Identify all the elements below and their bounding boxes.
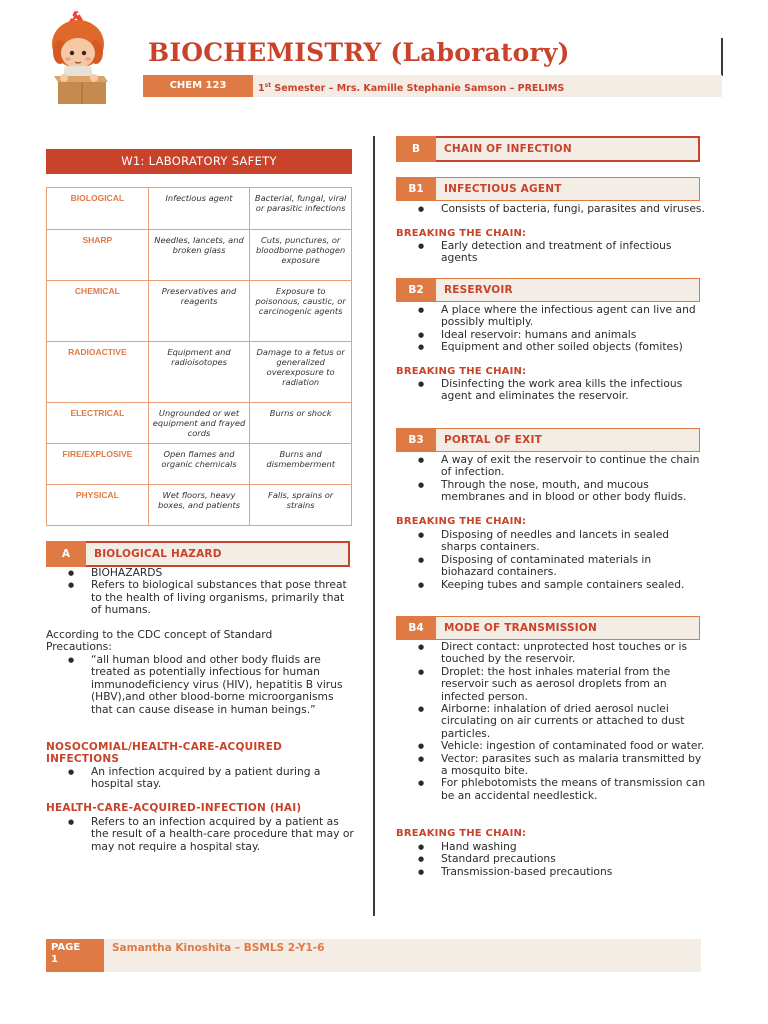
section-title: PORTAL OF EXIT — [436, 428, 700, 452]
list-item: ● Disinfecting the work area kills the infectious agent and eliminates the reservoir. — [396, 378, 706, 403]
list-item: ● Direct contact: unprotected host touches or is touched by the reservoir. — [396, 641, 706, 666]
breaking-chain-label: BREAKING THE CHAIN: — [396, 366, 527, 377]
section-letter: B4 — [396, 616, 436, 640]
page-indicator — [46, 939, 104, 972]
table-row — [47, 188, 352, 230]
section-letter: B1 — [396, 177, 436, 201]
list-item: ● Airborne: inhalation of dried aerosol nuclei circulating on air currents or attached to dust particles. — [396, 703, 706, 740]
list-item: ● Vector: parasites such as malaria transmitted by a mosquito bite. — [396, 753, 706, 778]
breaking-chain-label: BREAKING THE CHAIN: — [396, 516, 527, 527]
table-row — [47, 342, 352, 403]
list-item: ● Disposing of needles and lancets in sealed sharps containers. — [396, 529, 706, 554]
list-item: ● Refers to biological substances that pose threat to the health of living organisms, primarily that of humans. — [46, 579, 356, 616]
section-title: INFECTIOUS AGENT — [436, 177, 700, 201]
column-divider — [373, 136, 375, 916]
hai-list — [46, 816, 356, 853]
section-letter: A — [46, 541, 86, 567]
hazard-effect: Bacterial, fungal, viral or parasitic infections — [250, 188, 352, 230]
semester-info — [258, 75, 564, 97]
hazard-source: Needles, lancets, and broken glass — [148, 230, 250, 281]
list-item: ● Ideal reservoir: humans and animals — [396, 329, 706, 341]
list-item: ● An infection acquired by a patient during a hospital stay. — [46, 766, 356, 791]
hazard-category: PHYSICAL — [47, 485, 149, 526]
table-row — [47, 281, 352, 342]
cdc-list — [46, 654, 356, 716]
list-item: ● Early detection and treatment of infectious agents — [396, 240, 706, 265]
list-item: ● BIOHAZARDS — [46, 567, 356, 579]
section-letter: B3 — [396, 428, 436, 452]
list-item: ● Through the nose, mouth, and mucous membranes and in blood or other body fluids. — [396, 479, 706, 504]
list-item: ● Disposing of contaminated materials in biohazard containers. — [396, 554, 706, 579]
hazard-table — [46, 187, 352, 526]
section-title: RESERVOIR — [436, 278, 700, 302]
nosocomial-heading: NOSOCOMIAL/HEALTH-CARE-ACQUIRED INFECTIONS — [46, 741, 283, 765]
list-item: ● Standard precautions — [396, 853, 706, 865]
breaking-chain-label: BREAKING THE CHAIN: — [396, 828, 527, 839]
author-info: Samantha Kinoshita – BSMLS 2-Y1-6 — [112, 942, 325, 954]
hazard-category: RADIOACTIVE — [47, 342, 149, 403]
table-row — [47, 485, 352, 526]
hazard-category: BIOLOGICAL — [47, 188, 149, 230]
section-letter: B2 — [396, 278, 436, 302]
section-a-header — [46, 541, 350, 567]
list-item: ● Transmission-based precautions — [396, 866, 706, 878]
header-divider — [721, 38, 723, 76]
course-code: CHEM 123 — [143, 75, 253, 97]
b3-chain-list — [396, 529, 706, 591]
semester-ordinal-suffix: st — [264, 82, 272, 89]
list-item: ● A way of exit the reservoir to continue the chain of infection. — [396, 454, 706, 479]
section-b4-header — [396, 616, 700, 640]
hazard-effect: Exposure to poisonous, caustic, or carcinogenic agents — [250, 281, 352, 342]
page-number: 1 — [51, 954, 58, 965]
hazard-source: Ungrounded or wet equipment and frayed cords — [148, 403, 250, 444]
semester-ordinal: 1 — [258, 83, 265, 95]
list-item: ● For phlebotomists the means of transmission can be an accidental needlestick. — [396, 777, 706, 802]
semester-details: Semester – Mrs. Kamille Stephanie Samson – PRELIMS — [271, 83, 565, 95]
hazard-category: ELECTRICAL — [47, 403, 149, 444]
b4-chain-list — [396, 841, 706, 878]
section-b2-header — [396, 278, 700, 302]
list-item: ● Hand washing — [396, 841, 706, 853]
section-b-header — [396, 136, 700, 162]
list-item: ● Droplet: the host inhales material from the reservoir such as aerosol droplets from an infected person. — [396, 666, 706, 703]
b2-chain-list — [396, 378, 706, 403]
b2-list — [396, 304, 706, 354]
hazard-category: FIRE/EXPLOSIVE — [47, 444, 149, 485]
hazard-effect: Falls, sprains or strains — [250, 485, 352, 526]
b1-list — [396, 203, 706, 215]
section-title: BIOLOGICAL HAZARD — [86, 541, 350, 567]
nosocomial-list — [46, 766, 356, 791]
section-title: MODE OF TRANSMISSION — [436, 616, 700, 640]
list-item: ● Consists of bacteria, fungi, parasites and viruses. — [396, 203, 706, 215]
b3-list — [396, 454, 706, 504]
hazard-effect: Burns or shock — [250, 403, 352, 444]
list-item: ● A place where the infectious agent can live and possibly multiply. — [396, 304, 706, 329]
list-item: ● Keeping tubes and sample containers sealed. — [396, 579, 706, 591]
hai-heading: HEALTH-CARE-ACQUIRED-INFECTION (HAI) — [46, 802, 302, 814]
section-b1-header — [396, 177, 700, 201]
table-row — [47, 403, 352, 444]
breaking-chain-label: BREAKING THE CHAIN: — [396, 228, 527, 239]
section-b3-header — [396, 428, 700, 452]
hazard-source: Open flames and organic chemicals — [148, 444, 250, 485]
page-label: PAGE — [51, 942, 81, 953]
table-row — [47, 444, 352, 485]
list-item: ● “all human blood and other body fluids are treated as potentially infectious for human immunodeficiency virus (HIV), hepatitis B virus (HBV),and other blood-borne microorganisms that can cause disease in human beings.” — [46, 654, 356, 716]
hazard-category: SHARP — [47, 230, 149, 281]
list-item: ● Refers to an infection acquired by a patient as the result of a health-care procedure that may or may not require a hospital stay. — [46, 816, 356, 853]
hazard-effect: Cuts, punctures, or bloodborne pathogen exposure — [250, 230, 352, 281]
cdc-intro: According to the CDC concept of Standard Precautions: — [46, 628, 273, 654]
mascot-illustration — [46, 8, 116, 106]
b1-chain-list — [396, 240, 706, 265]
hazard-category: CHEMICAL — [47, 281, 149, 342]
hazard-effect: Damage to a fetus or generalized overexposure to radiation — [250, 342, 352, 403]
section-title: CHAIN OF INFECTION — [436, 136, 700, 162]
list-item: ● Vehicle: ingestion of contaminated food or water. — [396, 740, 706, 752]
hazard-source: Wet floors, heavy boxes, and patients — [148, 485, 250, 526]
table-row — [47, 230, 352, 281]
document-title: BIOCHEMISTRY (Laboratory) — [148, 38, 570, 67]
hazard-source: Preservatives and reagents — [148, 281, 250, 342]
section-letter: B — [396, 136, 436, 162]
hazard-effect: Burns and dismemberment — [250, 444, 352, 485]
w1-title-banner: W1: LABORATORY SAFETY — [46, 149, 352, 174]
b4-list — [396, 641, 706, 802]
hazard-source: Infectious agent — [148, 188, 250, 230]
list-item: ● Equipment and other soiled objects (fomites) — [396, 341, 706, 353]
hazard-source: Equipment and radioisotopes — [148, 342, 250, 403]
biohazard-list — [46, 567, 356, 617]
